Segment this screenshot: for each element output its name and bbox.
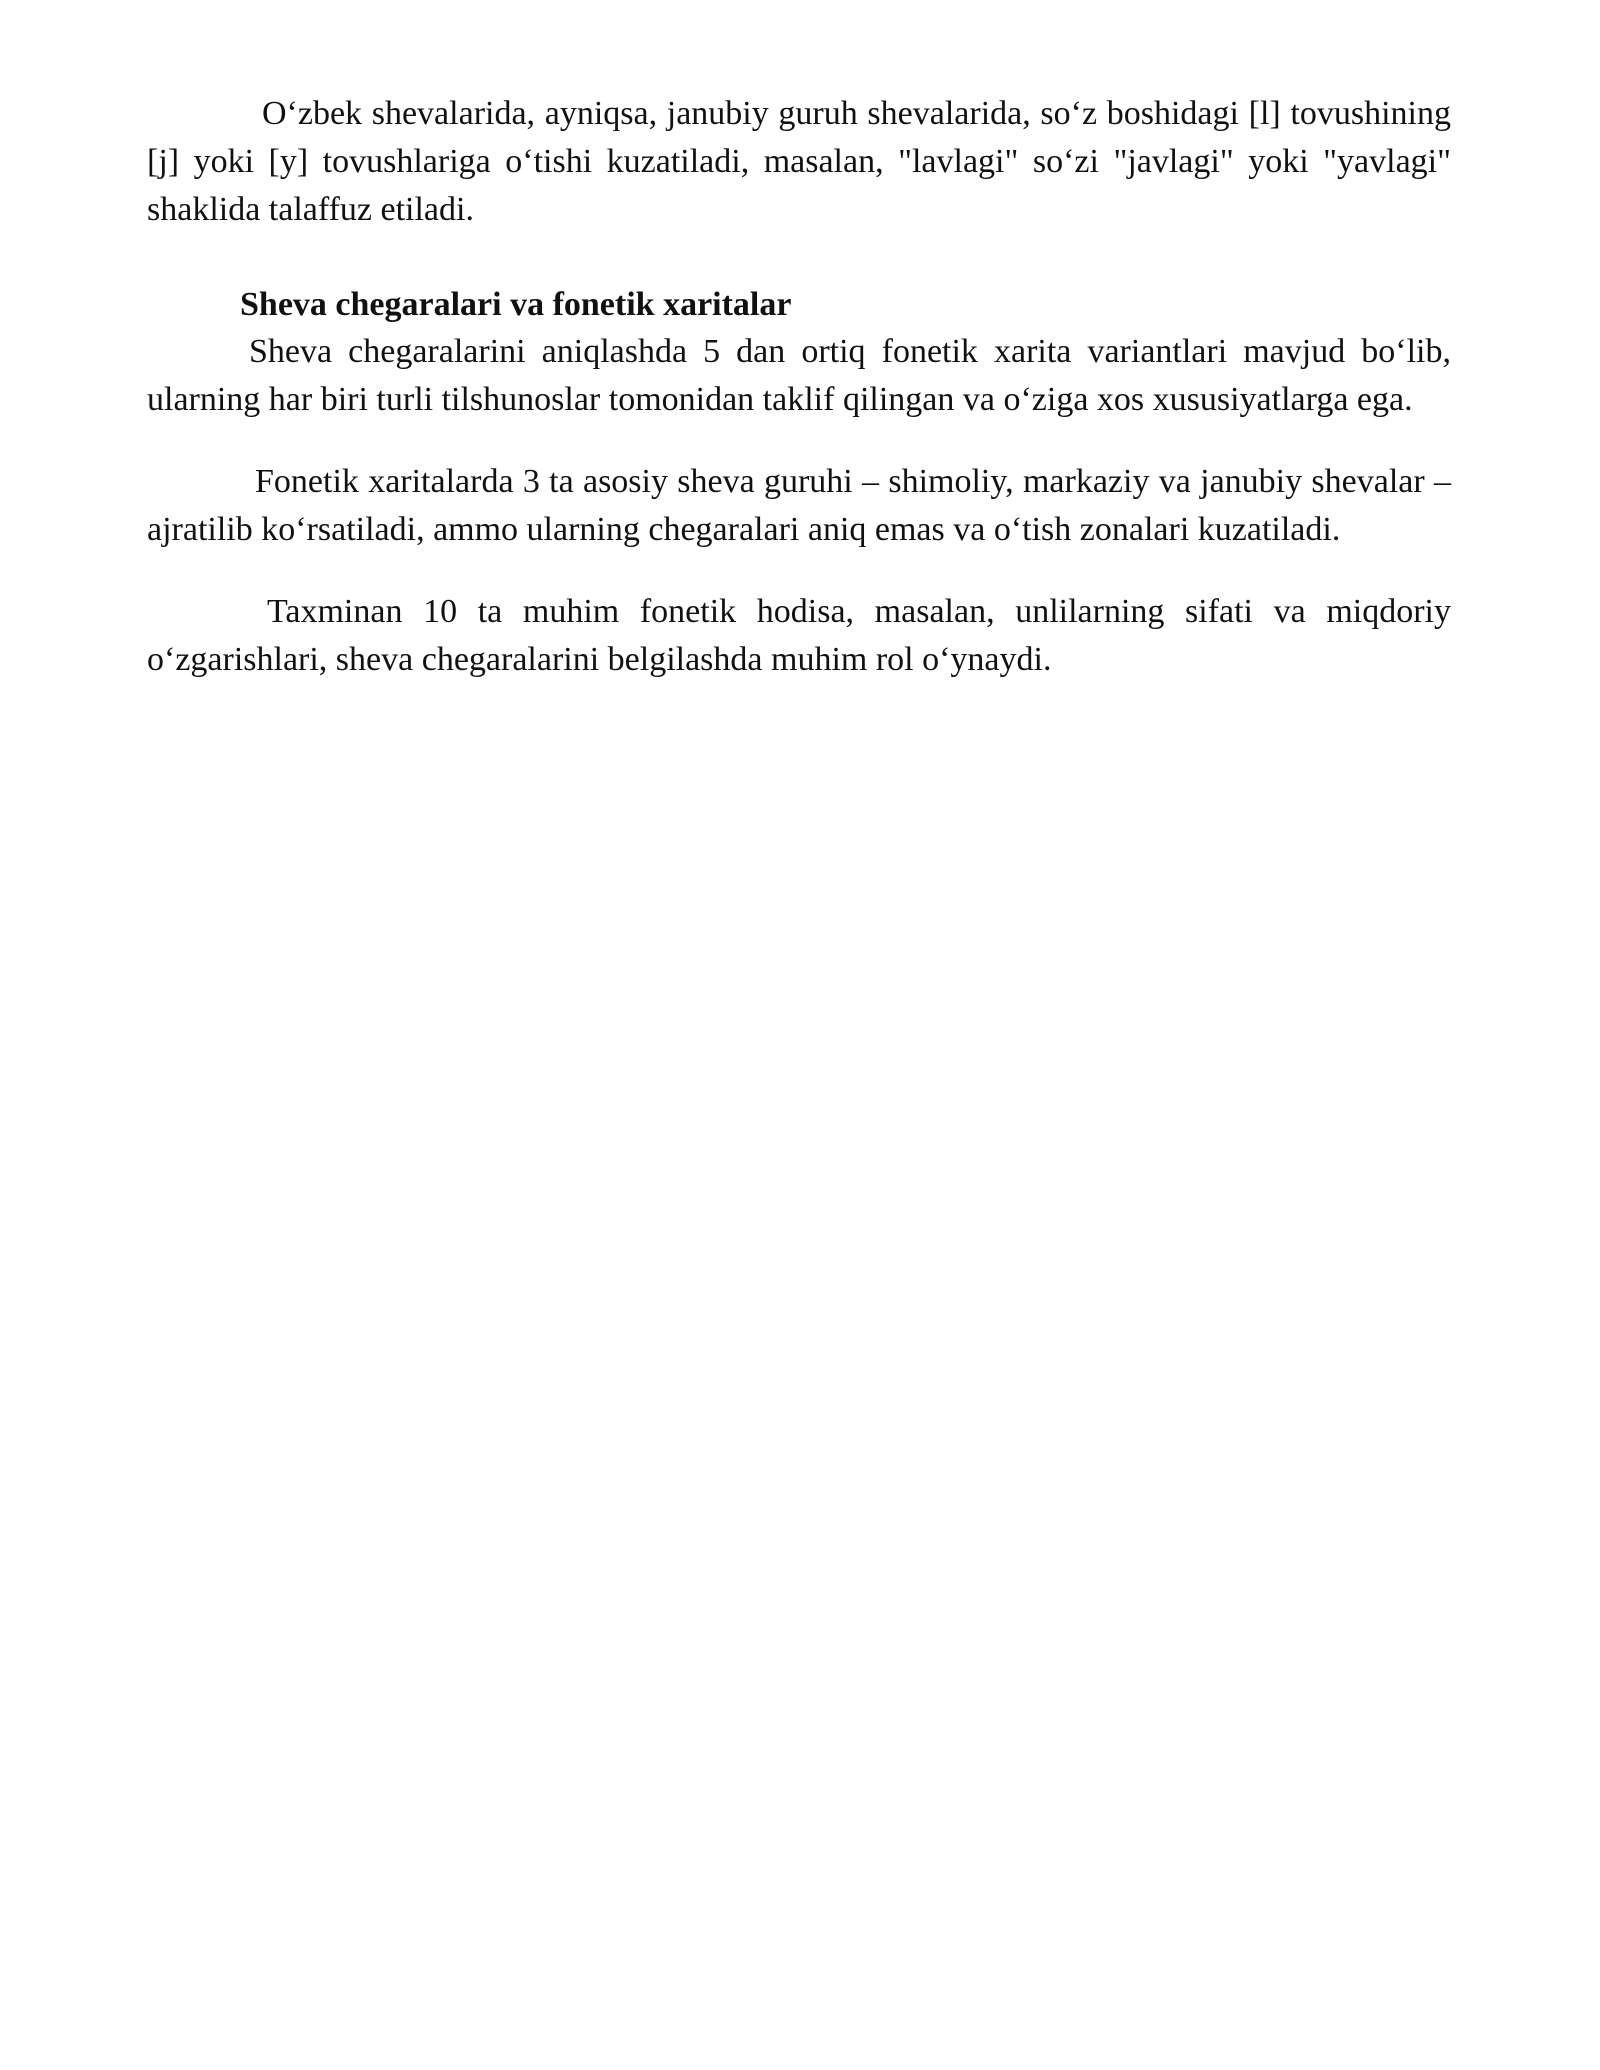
section-heading: Sheva chegaralari va fonetik xaritalar [240, 286, 792, 323]
document-body [147, 90, 1451, 684]
paragraph-phonetic-phenomena: Taxminan 10 ta muhim fonetik hodisa, masalan, unlilarning sifati va miqdoriy oʻzgarishlari, sheva chegaralarini belgilashda muhim rol oʻynaydi. [147, 593, 1451, 678]
paragraph-dialect-groups: Fonetik xaritalarda 3 ta asosiy sheva guruhi – shimoliy, markaziy va janubiy shevalar – ajratilib koʻrsatiladi, ammo ularning chegaralari aniq emas va oʻtish zonalari kuzatiladi. [147, 463, 1451, 548]
paragraph-phonetic-map-variants: Sheva chegaralarini aniqlashda 5 dan ortiq fonetik xarita variantlari mavjud boʻlib, ularning har biri turli tilshunoslar tomonidan taklif qilingan va oʻziga xos xususiyatlarga ega. [147, 333, 1451, 418]
paragraph-dialect-sound-shift: Oʻzbek shevalarida, ayniqsa, janubiy guruh shevalarida, soʻz boshidagi [l] tovushining [j] yoki [y] tovushlariga oʻtishi kuzatiladi, masalan, "lavlagi" soʻzi "javlagi" yoki "yavlagi" shaklida talaffuz etiladi. [147, 95, 1451, 228]
